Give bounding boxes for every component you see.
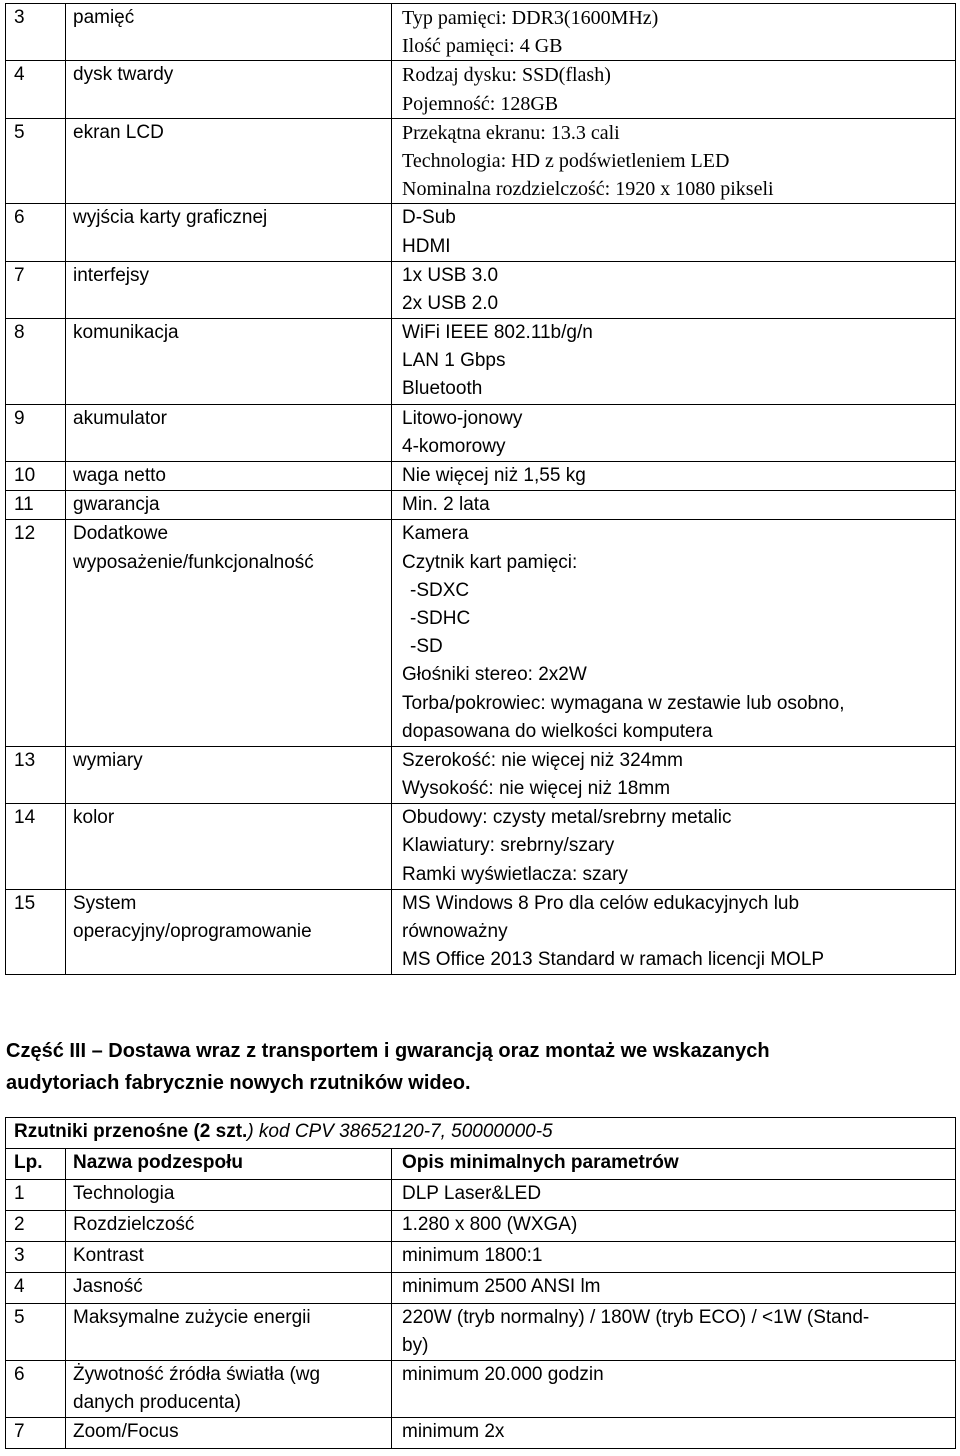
- spec-row-value: WiFi IEEE 802.11b/g/n: [402, 322, 593, 344]
- spec-row-name: gwarancja: [73, 494, 160, 516]
- spec-row: [6, 462, 956, 491]
- spec-row: [6, 404, 956, 461]
- spec-row-value: Wysokość: nie więcej niż 18mm: [402, 778, 671, 800]
- projector-row-name: Maksymalne zużycie energii: [73, 1307, 311, 1328]
- spec-row-value: D-Sub: [402, 207, 456, 229]
- projector-row-value: minimum 1800:1: [402, 1245, 543, 1266]
- spec-row-number: 14: [14, 807, 36, 829]
- projector-row-name: danych producenta): [73, 1392, 241, 1413]
- spec-row-number: 6: [14, 207, 25, 229]
- spec-row-number: 11: [14, 494, 34, 516]
- projector-row-number: 6: [14, 1364, 25, 1385]
- spec-row-value: Technologia: HD z podświetleniem LED: [402, 149, 730, 172]
- spec-row-value: Przekątna ekranu: 13.3 cali: [402, 121, 620, 144]
- projector-row-number: 7: [14, 1421, 25, 1442]
- projector-row: [6, 1211, 956, 1242]
- spec-row-value: Czytnik kart pamięci:: [402, 551, 578, 573]
- spec-row-number: 12: [14, 523, 36, 545]
- projector-header-row: [6, 1149, 956, 1180]
- spec-row-value: Nominalna rozdzielczość: 1920 x 1080 pikseli: [402, 178, 774, 201]
- spec-row-value: LAN 1 Gbps: [402, 350, 506, 372]
- projector-row: [6, 1273, 956, 1304]
- header-num: Lp.: [14, 1152, 43, 1173]
- spec-row-name: akumulator: [73, 407, 167, 429]
- spec-row-value: 4-komorowy: [402, 435, 506, 457]
- header-name: Nazwa podzespołu: [73, 1152, 243, 1173]
- spec-row-value: Nie więcej niż 1,55 kg: [402, 465, 586, 486]
- projector-row: [6, 1242, 956, 1273]
- spec-row-name: komunikacja: [73, 322, 179, 344]
- spec-row-value: -SDHC: [410, 607, 471, 629]
- spec-row-number: 13: [14, 749, 36, 771]
- projector-row-name: Jasność: [73, 1276, 143, 1297]
- projector-row-name: Kontrast: [73, 1245, 144, 1266]
- projector-row-name: Żywotność źródła światła (wg: [73, 1364, 321, 1385]
- spec-row-value: Głośniki stereo: 2x2W: [402, 664, 587, 686]
- spec-row-name: System: [73, 892, 137, 914]
- spec-row-name: wyposażenie/funkcjonalność: [73, 551, 314, 573]
- spec-row-number: 5: [14, 121, 25, 143]
- spec-row-number: 15: [14, 892, 36, 914]
- spec-row-value: Min. 2 lata: [402, 494, 490, 516]
- spec-row: [6, 520, 956, 747]
- spec-row-name: operacyjny/oprogramowanie: [73, 921, 312, 942]
- spec-row: [6, 804, 956, 890]
- spec-row-value: Torba/pokrowiec: wymagana w zestawie lub osobno,: [402, 692, 845, 714]
- projector-row: [6, 1304, 956, 1361]
- spec-row-name: kolor: [73, 807, 115, 829]
- spec-row-value: Klawiatury: srebrny/szary: [402, 835, 615, 857]
- spec-row-name: dysk twardy: [73, 64, 174, 86]
- spec-row-value: -SDXC: [410, 579, 470, 601]
- projector-row: [6, 1361, 956, 1418]
- spec-row: [6, 61, 956, 118]
- spec-row-value: MS Windows 8 Pro dla celów edukacyjnych lub: [402, 892, 800, 914]
- projector-row-value: 1.280 x 800 (WXGA): [402, 1214, 578, 1235]
- projector-row-value: 220W (tryb normalny) / 180W (tryb ECO) / <1W (Stand-: [402, 1307, 870, 1328]
- projector-row-number: 1: [14, 1183, 25, 1204]
- spec-row-value: równoważny: [402, 921, 508, 942]
- projector-row-name: Technologia: [73, 1183, 175, 1204]
- projector-row-name: Rozdzielczość: [73, 1214, 195, 1235]
- projector-caption-row: [6, 1118, 956, 1149]
- projector-row-value: DLP Laser&LED: [402, 1183, 542, 1204]
- spec-row: [6, 261, 956, 318]
- projector-row: [6, 1180, 956, 1211]
- spec-row: [6, 491, 956, 520]
- spec-row: [6, 746, 956, 803]
- spec-row-value: Obudowy: czysty metal/srebrny metalic: [402, 807, 732, 829]
- projector-row-name: Zoom/Focus: [73, 1421, 179, 1442]
- projector-row-number: 5: [14, 1307, 25, 1328]
- spec-row-value: Bluetooth: [402, 378, 483, 400]
- spec-row-value: Ilość pamięci: 4 GB: [402, 35, 563, 58]
- spec-row: [6, 319, 956, 405]
- spec-row-value: Rodzaj dysku: SSD(flash): [402, 64, 611, 87]
- spec-row-number: 9: [14, 407, 25, 429]
- spec-row-name: Dodatkowe: [73, 523, 169, 545]
- spec-row-value: Typ pamięci: DDR3(1600MHz): [402, 7, 659, 29]
- section-heading: [6, 1035, 946, 1099]
- section-heading-line2: audytoriach fabrycznie nowych rzutników wideo.: [6, 1072, 471, 1094]
- spec-row-number: 8: [14, 322, 25, 344]
- section-heading-line1: Część III – Dostawa wraz z transportem i gwarancją oraz montaż we wskazanych: [6, 1040, 770, 1062]
- spec-row-value: Pojemność: 128GB: [402, 92, 559, 115]
- spec-row-name: interfejsy: [73, 264, 150, 286]
- spec-row-value: dopasowana do wielkości komputera: [402, 720, 713, 742]
- spec-row: [6, 118, 956, 204]
- laptop-spec-table: [5, 3, 956, 975]
- spec-row-value: Ramki wyświetlacza: szary: [402, 863, 628, 885]
- spec-row-number: 4: [14, 64, 25, 86]
- projector-spec-table: [5, 1117, 956, 1449]
- projector-caption-bold: Rzutniki przenośne (2 szt.: [14, 1121, 248, 1142]
- spec-row-name: wyjścia karty graficznej: [73, 207, 268, 229]
- header-value: Opis minimalnych parametrów: [402, 1152, 679, 1173]
- spec-row-value: Szerokość: nie więcej niż 324mm: [402, 749, 683, 771]
- spec-row-name: pamięć: [73, 7, 135, 28]
- spec-row: [6, 889, 956, 975]
- projector-row-value: minimum 2500 ANSI lm: [402, 1276, 601, 1297]
- spec-row-number: 7: [14, 264, 25, 286]
- spec-row-name: ekran LCD: [73, 121, 164, 143]
- spec-row-number: 3: [14, 7, 25, 28]
- projector-row: [6, 1418, 956, 1449]
- spec-row-value: 2x USB 2.0: [402, 292, 499, 314]
- spec-row-value: Kamera: [402, 523, 469, 545]
- projector-row-value: minimum 2x: [402, 1421, 505, 1442]
- spec-row-value: HDMI: [402, 235, 451, 257]
- spec-row-value: -SD: [410, 636, 443, 658]
- projector-row-value: minimum 20.000 godzin: [402, 1364, 604, 1385]
- spec-row: [6, 4, 956, 61]
- projector-row-value: by): [402, 1335, 429, 1356]
- projector-row-number: 2: [14, 1214, 25, 1235]
- spec-row-value: Litowo-jonowy: [402, 407, 523, 429]
- spec-row-value: 1x USB 3.0: [402, 264, 499, 286]
- projector-row-number: 3: [14, 1245, 25, 1266]
- spec-row-value: MS Office 2013 Standard w ramach licencji MOLP: [402, 949, 825, 971]
- spec-row-name: waga netto: [73, 465, 166, 486]
- spec-row: [6, 204, 956, 261]
- projector-caption-italic: ) kod CPV 38652120-7, 50000000-5: [247, 1121, 553, 1142]
- spec-row-name: wymiary: [73, 749, 143, 771]
- spec-row-number: 10: [14, 465, 36, 486]
- projector-row-number: 4: [14, 1276, 25, 1297]
